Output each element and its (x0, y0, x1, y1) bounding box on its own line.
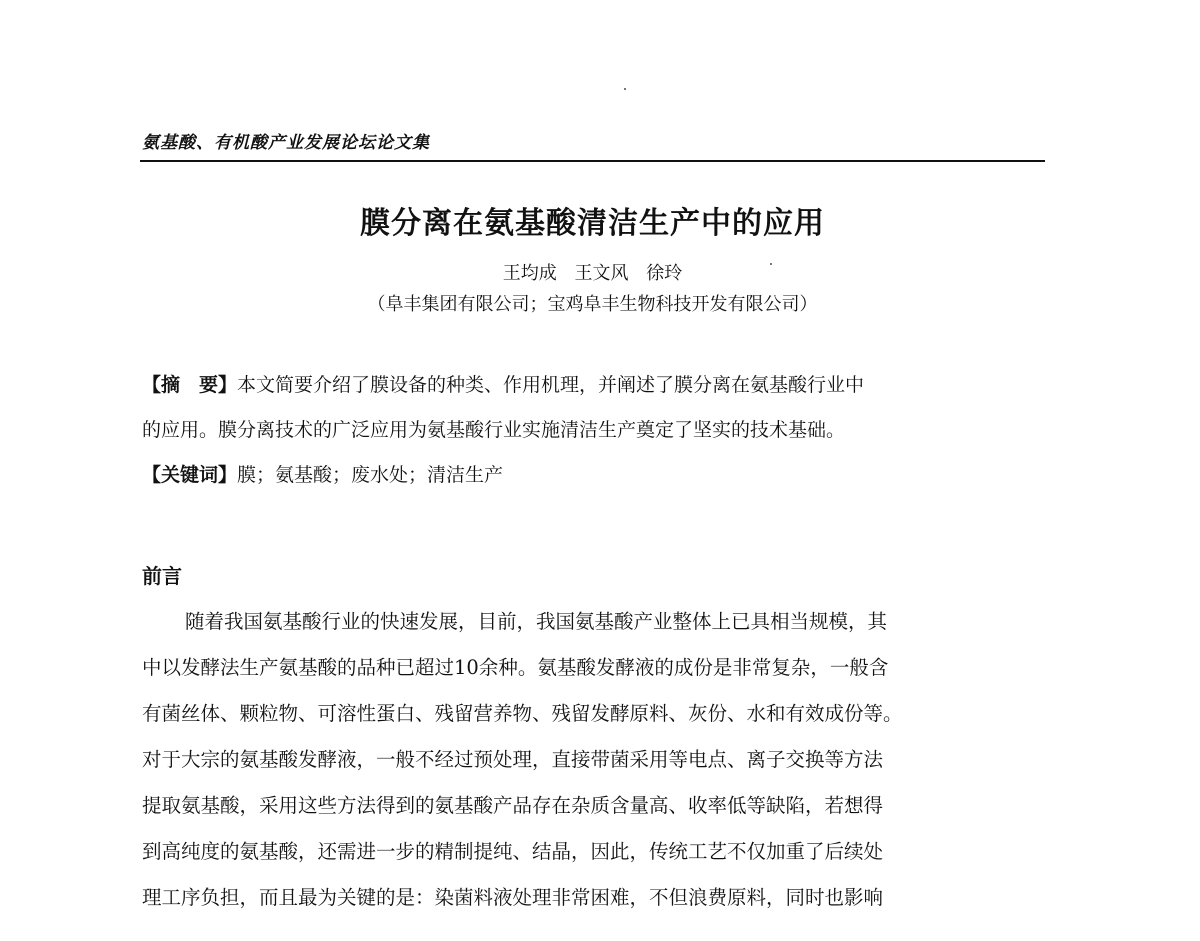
body-line: 随着我国氨基酸行业的快速发展，目前，我国氨基酸产业整体上已具相当规模，其 (185, 610, 888, 633)
body-line: 理工序负担，而且最为关键的是：染菌料液处理非常困难，不但浪费原料，同时也影响 (142, 886, 884, 909)
keywords-line (142, 460, 1047, 487)
header-rule (140, 160, 1045, 162)
body-line: 有菌丝体、颗粒物、可溶性蛋白、残留营养物、残留发酵原料、灰份、水和有效成份等。 (142, 702, 903, 725)
abstract-label: 【摘 要】 (142, 374, 238, 396)
keywords-text: 膜；氨基酸；废水处；清洁生产 (237, 464, 504, 486)
body-line: 提取氨基酸，采用这些方法得到的氨基酸产品存在杂质含量高、收率低等缺陷，若想得 (142, 794, 884, 817)
paper-title: 膜分离在氨基酸清洁生产中的应用 (360, 206, 825, 241)
scan-speck (624, 88, 626, 90)
body-line: 对于大宗的氨基酸发酵液，一般不经过预处理，直接带菌采用等电点、离子交换等方法 (142, 748, 884, 771)
section-heading: 前言 (142, 564, 182, 588)
keywords-label: 【关键词】 (142, 464, 238, 486)
abstract-line-2: 的应用。膜分离技术的广泛应用为氨基酸行业实施清洁生产奠定了坚实的技术基础。 (142, 419, 846, 441)
abstract-text-1: 本文简要介绍了膜设备的种类、作用机理，并阐述了膜分离在氨基酸行业中 (237, 374, 865, 396)
paper-authors: 王均成 王文风 徐玲 (502, 263, 683, 284)
body-line: 中以发酵法生产氨基酸的品种已超过10余种。氨基酸发酵液的成份是非常复杂，一般含 (142, 656, 889, 679)
body-line: 到高纯度的氨基酸，还需进一步的精制提纯、结晶，因此，传统工艺不仅加重了后续处 (142, 840, 884, 863)
paper-affiliation: （阜丰集团有限公司；宝鸡阜丰生物科技开发有限公司） (367, 294, 818, 315)
abstract-line-1 (142, 370, 1047, 397)
running-header: 氨基酸、有机酸产业发展论坛论文集 (142, 133, 430, 153)
